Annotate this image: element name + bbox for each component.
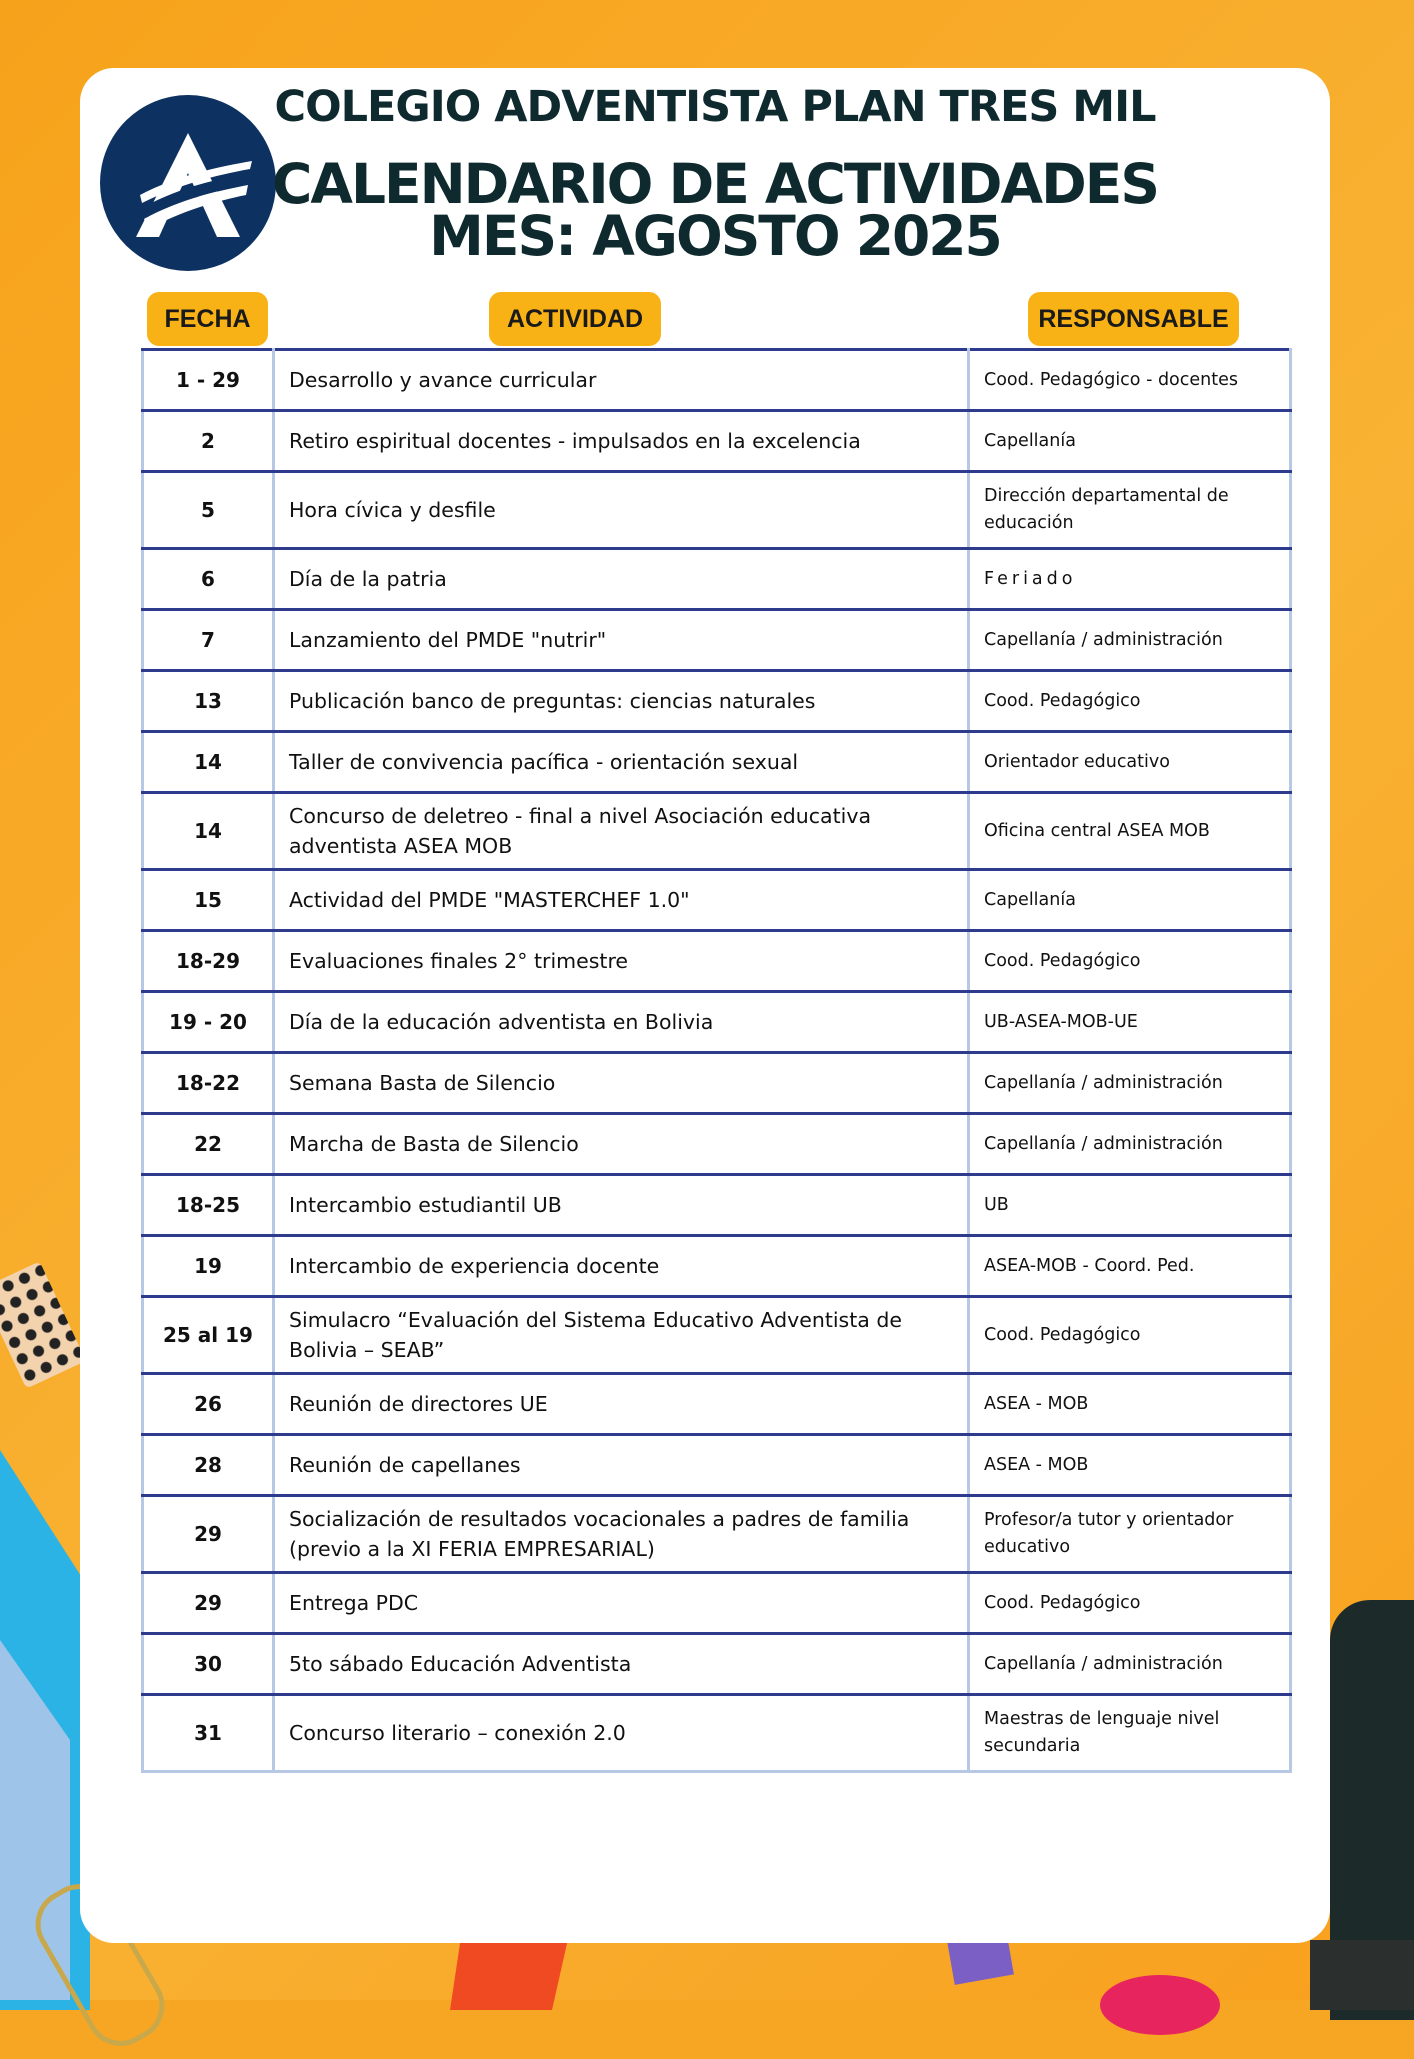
table-row — [143, 870, 1291, 931]
activity-cell: Marcha de Basta de Silencio — [274, 1114, 969, 1175]
date-cell: 22 — [143, 1114, 274, 1175]
activity-cell: Simulacro “Evaluación del Sistema Educativo Adventista de Bolivia – SEAB” — [274, 1297, 969, 1374]
responsible-cell: Capellanía / administración — [969, 610, 1291, 671]
date-cell: 29 — [143, 1496, 274, 1573]
responsible-cell: Capellanía / administración — [969, 1114, 1291, 1175]
activity-cell: Semana Basta de Silencio — [274, 1053, 969, 1114]
responsible-cell: Maestras de lenguaje nivel secundaria — [969, 1695, 1291, 1772]
table-row — [143, 1573, 1291, 1634]
responsible-cell: Capellanía / administración — [969, 1053, 1291, 1114]
responsible-cell: Profesor/a tutor y orientador educativo — [969, 1496, 1291, 1573]
date-cell: 26 — [143, 1374, 274, 1435]
date-cell: 13 — [143, 671, 274, 732]
date-cell: 19 - 20 — [143, 992, 274, 1053]
activity-cell: Publicación banco de preguntas: ciencias naturales — [274, 671, 969, 732]
activity-cell: Retiro espiritual docentes - impulsados en la excelencia — [274, 411, 969, 472]
table-row — [143, 1053, 1291, 1114]
responsible-cell: Cood. Pedagógico — [969, 1297, 1291, 1374]
responsible-cell: Capellanía — [969, 411, 1291, 472]
table-row — [143, 472, 1291, 549]
table-row — [143, 793, 1291, 870]
date-cell: 29 — [143, 1573, 274, 1634]
table-row — [143, 1374, 1291, 1435]
date-cell: 15 — [143, 870, 274, 931]
date-cell: 14 — [143, 732, 274, 793]
activity-cell: Día de la patria — [274, 549, 969, 610]
table-row — [143, 1297, 1291, 1374]
table-row — [143, 549, 1291, 610]
activity-cell: Intercambio estudiantil UB — [274, 1175, 969, 1236]
table-row — [143, 732, 1291, 793]
date-cell: 7 — [143, 610, 274, 671]
responsible-cell: UB — [969, 1175, 1291, 1236]
table-row — [143, 350, 1291, 411]
table-row — [143, 1175, 1291, 1236]
responsible-cell: Cood. Pedagógico - docentes — [969, 350, 1291, 411]
responsible-cell: Orientador educativo — [969, 732, 1291, 793]
date-cell: 18-22 — [143, 1053, 274, 1114]
responsible-cell: ASEA-MOB - Coord. Ped. — [969, 1236, 1291, 1297]
date-cell: 18-29 — [143, 931, 274, 992]
table-row — [143, 931, 1291, 992]
date-cell: 2 — [143, 411, 274, 472]
responsible-cell: ASEA - MOB — [969, 1435, 1291, 1496]
activity-cell: Reunión de capellanes — [274, 1435, 969, 1496]
responsible-cell: ASEA - MOB — [969, 1374, 1291, 1435]
activities-table — [141, 348, 1292, 1773]
responsible-cell: Capellanía / administración — [969, 1634, 1291, 1695]
activity-cell: Actividad del PMDE "MASTERCHEF 1.0" — [274, 870, 969, 931]
responsible-cell: Feriado — [969, 549, 1291, 610]
responsible-cell: Oficina central ASEA MOB — [969, 793, 1291, 870]
activity-cell: Concurso literario – conexión 2.0 — [274, 1695, 969, 1772]
table-row — [143, 1236, 1291, 1297]
activity-cell: Socialización de resultados vocacionales a padres de familia (previo a la XI FERIA EMPRESARIAL) — [274, 1496, 969, 1573]
school-name: COLEGIO ADVENTISTA PLAN TRES MIL — [274, 82, 1156, 132]
responsible-cell: Capellanía — [969, 870, 1291, 931]
pink-object-decoration — [1100, 1975, 1220, 2035]
activity-cell: Concurso de deletreo - final a nivel Asociación educativa adventista ASEA MOB — [274, 793, 969, 870]
table-row — [143, 1695, 1291, 1772]
date-cell: 1 - 29 — [143, 350, 274, 411]
table-row — [143, 1496, 1291, 1573]
activity-cell: Reunión de directores UE — [274, 1374, 969, 1435]
table-row — [143, 1634, 1291, 1695]
activity-cell: Hora cívica y desfile — [274, 472, 969, 549]
activity-cell: Lanzamiento del PMDE "nutrir" — [274, 610, 969, 671]
title-line-1: CALENDARIO DE ACTIVIDADES — [272, 152, 1158, 216]
table-row — [143, 610, 1291, 671]
table-row — [143, 411, 1291, 472]
activity-cell: Taller de convivencia pacífica - orientación sexual — [274, 732, 969, 793]
table-row — [143, 992, 1291, 1053]
date-cell: 19 — [143, 1236, 274, 1297]
date-cell: 31 — [143, 1695, 274, 1772]
column-header-responsable: RESPONSABLE — [1028, 292, 1239, 346]
activity-cell: Desarrollo y avance curricular — [274, 350, 969, 411]
date-cell: 28 — [143, 1435, 274, 1496]
date-cell: 14 — [143, 793, 274, 870]
responsible-cell: UB-ASEA-MOB-UE — [969, 992, 1291, 1053]
responsible-cell: Cood. Pedagógico — [969, 671, 1291, 732]
activity-cell: Entrega PDC — [274, 1573, 969, 1634]
responsible-cell: Cood. Pedagógico — [969, 931, 1291, 992]
table-row — [143, 671, 1291, 732]
activity-cell: 5to sábado Educación Adventista — [274, 1634, 969, 1695]
date-cell: 6 — [143, 549, 274, 610]
date-cell: 18-25 — [143, 1175, 274, 1236]
table-row — [143, 1435, 1291, 1496]
activity-cell: Día de la educación adventista en Bolivia — [274, 992, 969, 1053]
activity-cell: Intercambio de experiencia docente — [274, 1236, 969, 1297]
activity-cell: Evaluaciones finales 2° trimestre — [274, 931, 969, 992]
column-header-actividad: ACTIVIDAD — [489, 292, 661, 346]
column-header-fecha: FECHA — [147, 292, 268, 346]
title-line-2: MES: AGOSTO 2025 — [429, 204, 1001, 268]
responsible-cell: Cood. Pedagógico — [969, 1573, 1291, 1634]
date-cell: 25 al 19 — [143, 1297, 274, 1374]
table-row — [143, 1114, 1291, 1175]
page-title — [230, 152, 1200, 268]
date-cell: 30 — [143, 1634, 274, 1695]
responsible-cell: Dirección departamental de educación — [969, 472, 1291, 549]
date-cell: 5 — [143, 472, 274, 549]
